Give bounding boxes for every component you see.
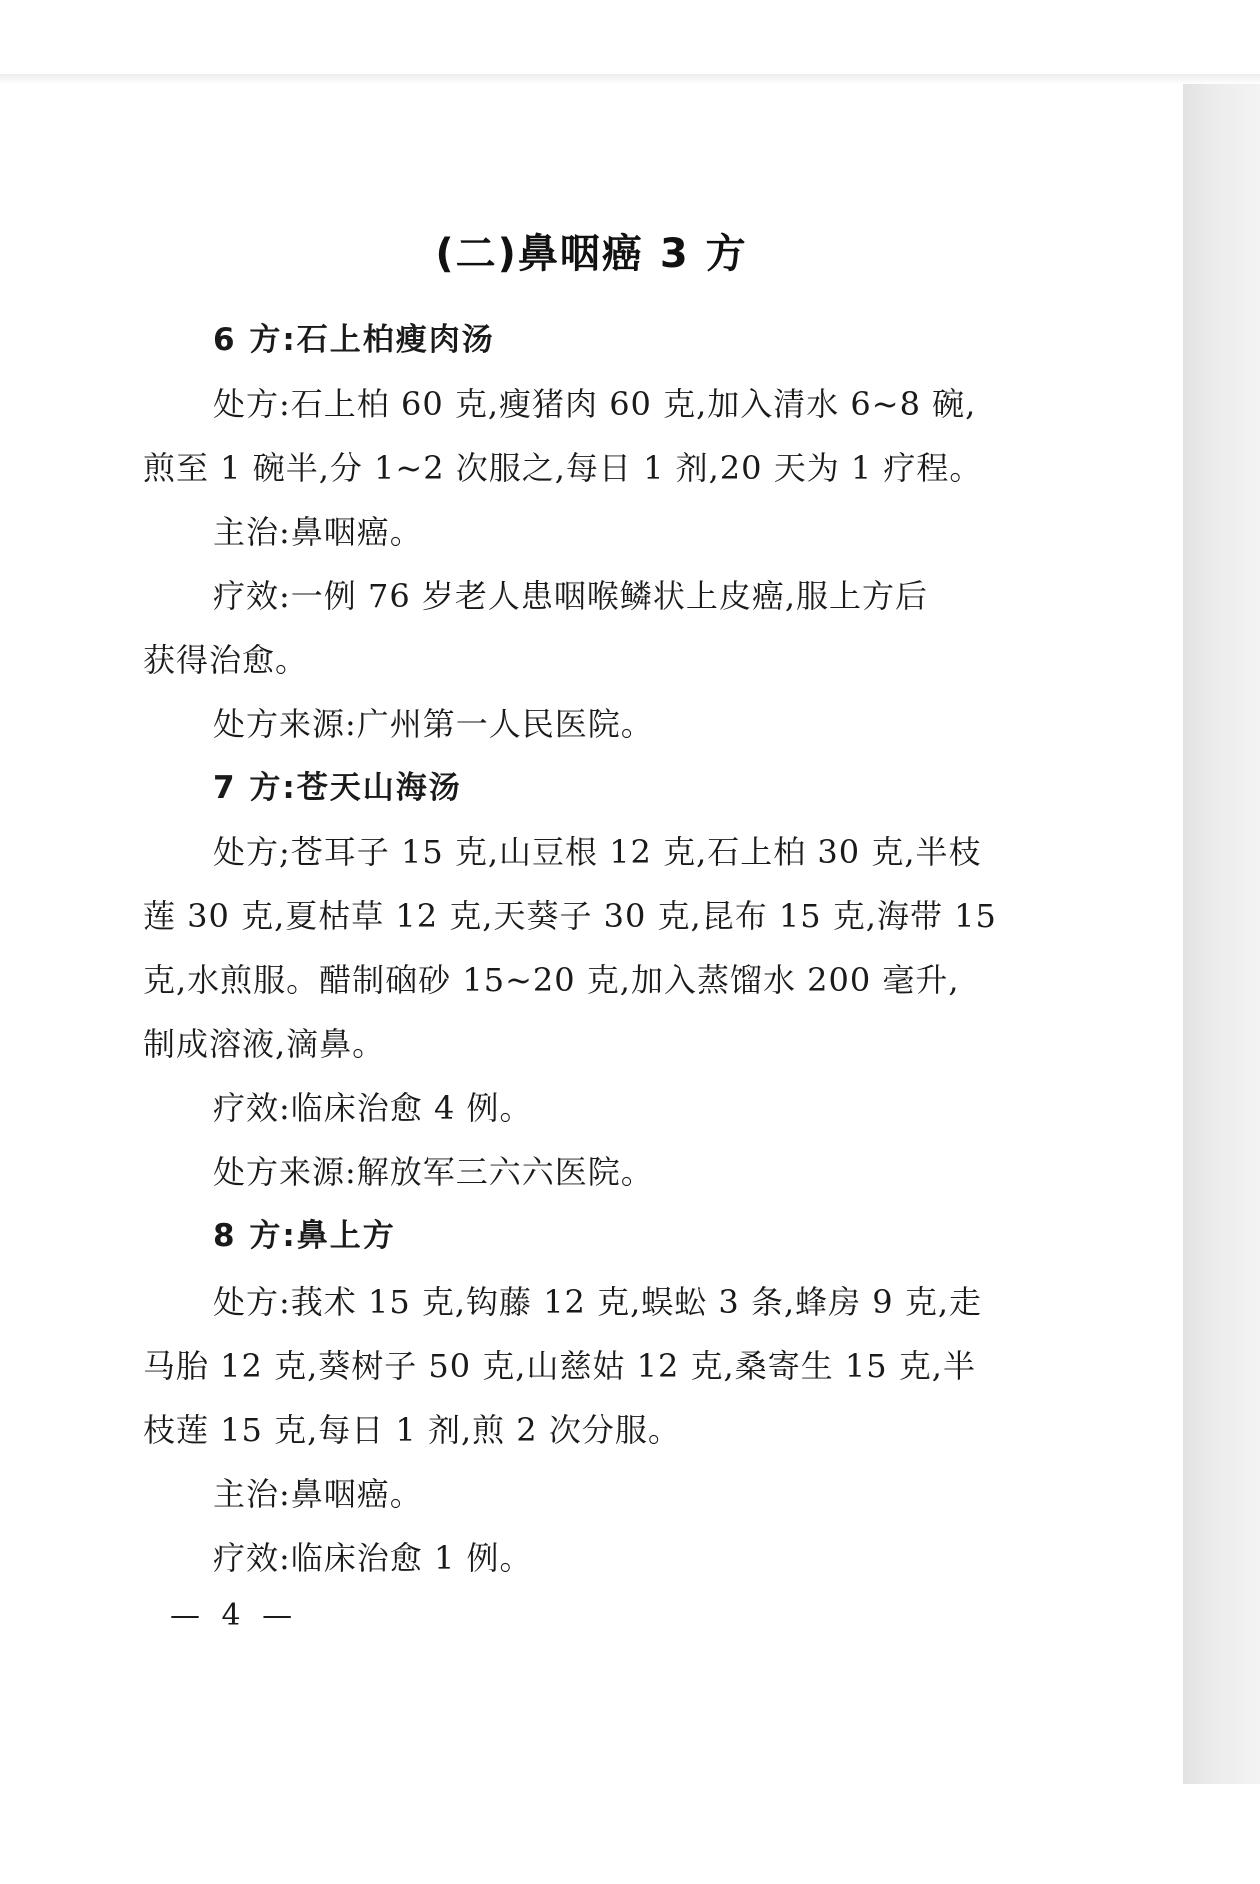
recipe-8-efficacy: 疗效:临床治愈 1 例。 xyxy=(213,1539,533,1577)
page-number: — 4 — xyxy=(170,1598,299,1633)
recipe-6-source: 处方来源:广州第一人民医院。 xyxy=(213,705,654,743)
recipe-6-heading: 6 方:石上柏瘦肉汤 xyxy=(213,322,495,358)
recipe-7-efficacy: 疗效:临床治愈 4 例。 xyxy=(213,1089,533,1127)
top-bar-shadow xyxy=(0,74,1260,84)
recipe-7-prescription-line-3: 克,水煎服。醋制硇砂 15~20 克,加入蒸馏水 200 毫升, xyxy=(143,961,960,999)
recipe-8-prescription-line-2: 马胎 12 克,葵树子 50 克,山慈姑 12 克,桑寄生 15 克,半 xyxy=(143,1347,976,1385)
recipe-8-indication: 主治:鼻咽癌。 xyxy=(213,1475,423,1513)
section-title: (二)鼻咽癌 3 方 xyxy=(435,231,748,277)
recipe-6-prescription-line-2: 煎至 1 碗半,分 1~2 次服之,每日 1 剂,20 天为 1 疗程。 xyxy=(143,449,983,487)
recipe-6-efficacy-line-1: 疗效:一例 76 岁老人患咽喉鳞状上皮癌,服上方后 xyxy=(213,577,929,615)
recipe-6-prescription-line-1: 处方:石上柏 60 克,瘦猪肉 60 克,加入清水 6~8 碗, xyxy=(213,385,977,423)
recipe-7-prescription-line-4: 制成溶液,滴鼻。 xyxy=(143,1025,386,1063)
recipe-7-prescription-line-1: 处方;苍耳子 15 克,山豆根 12 克,石上柏 30 克,半枝 xyxy=(213,833,982,871)
recipe-6-indication: 主治:鼻咽癌。 xyxy=(213,513,423,551)
recipe-8-heading: 8 方:鼻上方 xyxy=(213,1218,396,1254)
recipe-7-source: 处方来源:解放军三六六医院。 xyxy=(213,1153,654,1191)
page-edge-gutter xyxy=(1183,84,1260,1784)
recipe-8-prescription-line-3: 枝莲 15 克,每日 1 剂,煎 2 次分服。 xyxy=(143,1411,681,1449)
recipe-7-heading: 7 方:苍天山海汤 xyxy=(213,770,462,806)
recipe-7-prescription-line-2: 莲 30 克,夏枯草 12 克,天葵子 30 克,昆布 15 克,海带 15 xyxy=(143,897,997,935)
recipe-8-prescription-line-1: 处方:莪术 15 克,钩藤 12 克,蜈蚣 3 条,蜂房 9 克,走 xyxy=(213,1283,983,1321)
viewer-top-bar xyxy=(0,0,1260,78)
recipe-6-efficacy-line-2: 获得治愈。 xyxy=(143,641,309,679)
